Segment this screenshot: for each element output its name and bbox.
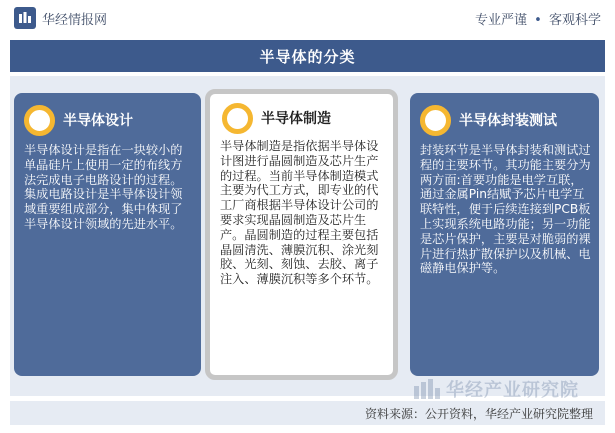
card-title: 半导体封装测试	[459, 113, 557, 129]
circle-bullet-icon	[24, 105, 55, 136]
card-semiconductor-packaging-testing	[410, 93, 599, 376]
brand	[14, 7, 107, 29]
slogan-right: 客观科学	[548, 12, 601, 28]
circle-bullet-icon	[420, 105, 451, 136]
top-bar	[0, 0, 615, 36]
brand-name: 华经情报网	[42, 12, 108, 28]
card-title: 半导体制造	[261, 111, 331, 127]
circle-bullet-icon	[222, 103, 253, 134]
watermark-text: 华经产业研究院	[446, 380, 579, 401]
card-header	[210, 94, 393, 135]
card-description: 封装环节是半导体封装和测试过程的主要环节。其功能主要分为两方面:首要功能是电学互联，通过金属Pin结赋予芯片电学互联特性，便于后续连接到PCB板上实现系统电路功能；另一功能是芯片保护，主要是对脆弱的裸片进行热扩散保护以及机械、电磁静电保护等。	[420, 143, 591, 276]
source-note: 资料来源：公开资料，华经产业研究院整理	[10, 401, 605, 425]
card-title: 半导体设计	[63, 113, 133, 129]
card-semiconductor-design	[14, 93, 201, 376]
brand-logo-icon	[14, 7, 36, 29]
slogan-separator: •	[534, 12, 542, 28]
card-semiconductor-manufacturing	[205, 89, 398, 380]
card-header	[14, 93, 201, 137]
card-description: 半导体制造是指依据半导体设计图进行晶圆制造及芯片生产的过程。当前半导体制造模式主要为代工方式，即专业的代工厂商根据半导体设计公司的要求实现晶圆制造及芯片生产。晶圆制造的过程主要包括晶圆清洗、薄膜沉积、涂光刻胶、光刻、刻蚀、去胶、离子注入、薄膜沉积等多个环节。	[220, 139, 379, 287]
page-title: 半导体的分类	[10, 40, 605, 72]
slogan-left: 专业严谨	[475, 12, 528, 28]
card-header	[410, 93, 599, 137]
slogan	[475, 9, 601, 28]
card-description: 半导体设计是指在一块较小的单晶硅片上使用一定的布线方法完成电子电路设计的过程。集成电路设计是半导体设计领域重要组成部分，集中体现了半导体设计领域的先进水平。	[24, 143, 183, 231]
